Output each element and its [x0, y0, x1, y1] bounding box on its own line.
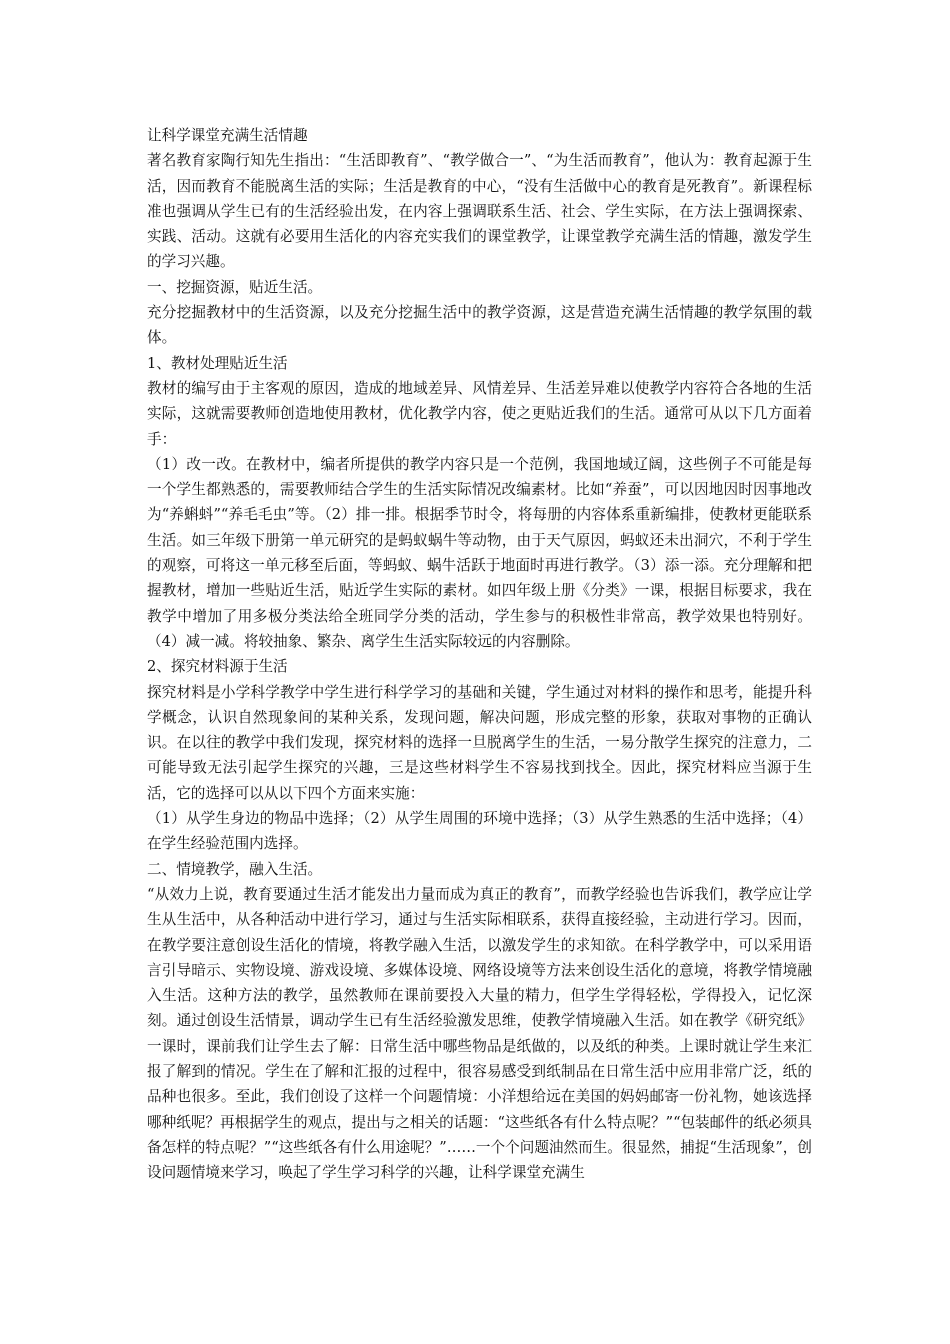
subsection-1-methods-paragraph: （1）改一改。在教材中，编者所提供的教学内容只是一个范例，我国地域辽阔，这些例子不可能是每一个学生都熟悉的，需要教师结合学生的生活实际情况改编素材。比如“养蚕”，可以因地因时因事地改为“养蝌蚪”“养毛毛虫”等。（2）排一排。根据季节时令，将每册的内容体系重新编排，使教材更能联系生活。如三年级下册第一单元研究的是蚂蚁蜗牛等动物，由于天气原因，蚂蚁还未出洞穴，不利于学生的观察，可将这一单元移至后面，等蚂蚁、蜗牛活跃于地面时再进行教学。（3）添一添。充分理解和把握教材，增加一些贴近生活，贴近学生实际的素材。如四年级上册《分类》一课，根据目标要求，我在教学中增加了用多极分类法给全班同学分类的活动，学生参与的积极性非常高，教学效果也特别好。（4）减一减。将较抽象、繁杂、离学生生活实际较远的内容删除。: [147, 455, 812, 650]
document-title: 让科学课堂充满生活情趣: [147, 127, 308, 144]
document-body: [147, 123, 812, 1185]
section-2-paragraph: “从效力上说，教育要通过生活才能发出力量而成为真正的教育”，而教学经验也告诉我们，教学应让学生从生活中，从各种活动中进行学习，通过与生活实际相联系，获得直接经验，主动进行学习。因而，在教学要注意创设生活化的情境，将教学融入生活，以激发学生的求知欲。在科学教学中，可以采用语言引导暗示、实物设境、游戏设境、多媒体设境、网络设境等方法来创设生活化的意境，将教学情境融入生活。这种方法的教学，虽然教师在课前要投入大量的精力，但学生学得轻松，学得投入，记忆深刻。通过创设生活情景，调动学生已有生活经验激发思维，使教学情境融入生活。如在教学《研究纸》一课时，课前我们让学生去了解：日常生活中哪些物品是纸做的，以及纸的种类。上课时就让学生来汇报了解到的情况。学生在了解和汇报的过程中，很容易感受到纸制品在日常生活中应用非常广泛，纸的品种也很多。至此，我们创设了这样一个问题情境：小洋想给远在美国的妈妈邮寄一份礼物，她该选择哪种纸呢？再根据学生的观点，提出与之相关的话题：“这些纸各有什么特点呢？”“包装邮件的纸必须具备怎样的特点呢？”“这些纸各有什么用途呢？”……一个个问题油然而生。很显然，捕捉“生活现象”，创设问题情境来学习，唤起了学生学习科学的兴趣，让科学课堂充满生: [147, 885, 812, 1182]
section-heading-2: 二、情境教学，融入生活。: [147, 860, 323, 878]
section-heading-1: 一、挖掘资源，贴近生活。: [147, 278, 323, 296]
subsection-heading-2: 2、探究材料源于生活: [147, 658, 288, 676]
subsection-heading-1: 1、教材处理贴近生活: [147, 354, 288, 372]
subsection-2-list-paragraph: （1）从学生身边的物品中选择；（2）从学生周围的环境中选择；（3）从学生熟悉的生活中选择；（4）在学生经验范围内选择。: [147, 810, 812, 853]
section-1-paragraph: 充分挖掘教材中的生活资源，以及充分挖掘生活中的教学资源，这是营造充满生活情趣的教学氛围的载体。: [147, 304, 812, 347]
subsection-2-paragraph: 探究材料是小学科学教学中学生进行科学学习的基础和关键，学生通过对材料的操作和思考，能提升科学概念，认识自然现象间的某种关系，发现问题，解决问题，形成完整的形象，获取对事物的正确认识。在以往的教学中我们发现，探究材料的选择一旦脱离学生的生活，一易分散学生探究的注意力，二可能导致无法引起学生探究的兴趣，三是这些材料学生不容易找到找全。因此，探究材料应当源于生活，它的选择可以从以下四个方面来实施：: [147, 683, 812, 802]
intro-paragraph: 著名教育家陶行知先生指出：“生活即教育”、“教学做合一”、“为生活而教育”，他认为：教育起源于生活，因而教育不能脱离生活的实际；生活是教育的中心，“没有生活做中心的教育是死教育”。新课程标准也强调从学生已有的生活经验出发，在内容上强调联系生活、社会、学生实际，在方法上强调探索、实践、活动。这就有必要用生活化的内容充实我们的课堂教学，让课堂教学充满生活的情趣，激发学生的学习兴趣。: [147, 152, 812, 271]
subsection-1-paragraph: 教材的编写由于主客观的原因，造成的地域差异、风情差异、生活差异难以使教学内容符合各地的生活实际，这就需要教师创造地使用教材，优化教学内容，使之更贴近我们的生活。通常可从以下几方面着手：: [147, 379, 812, 448]
